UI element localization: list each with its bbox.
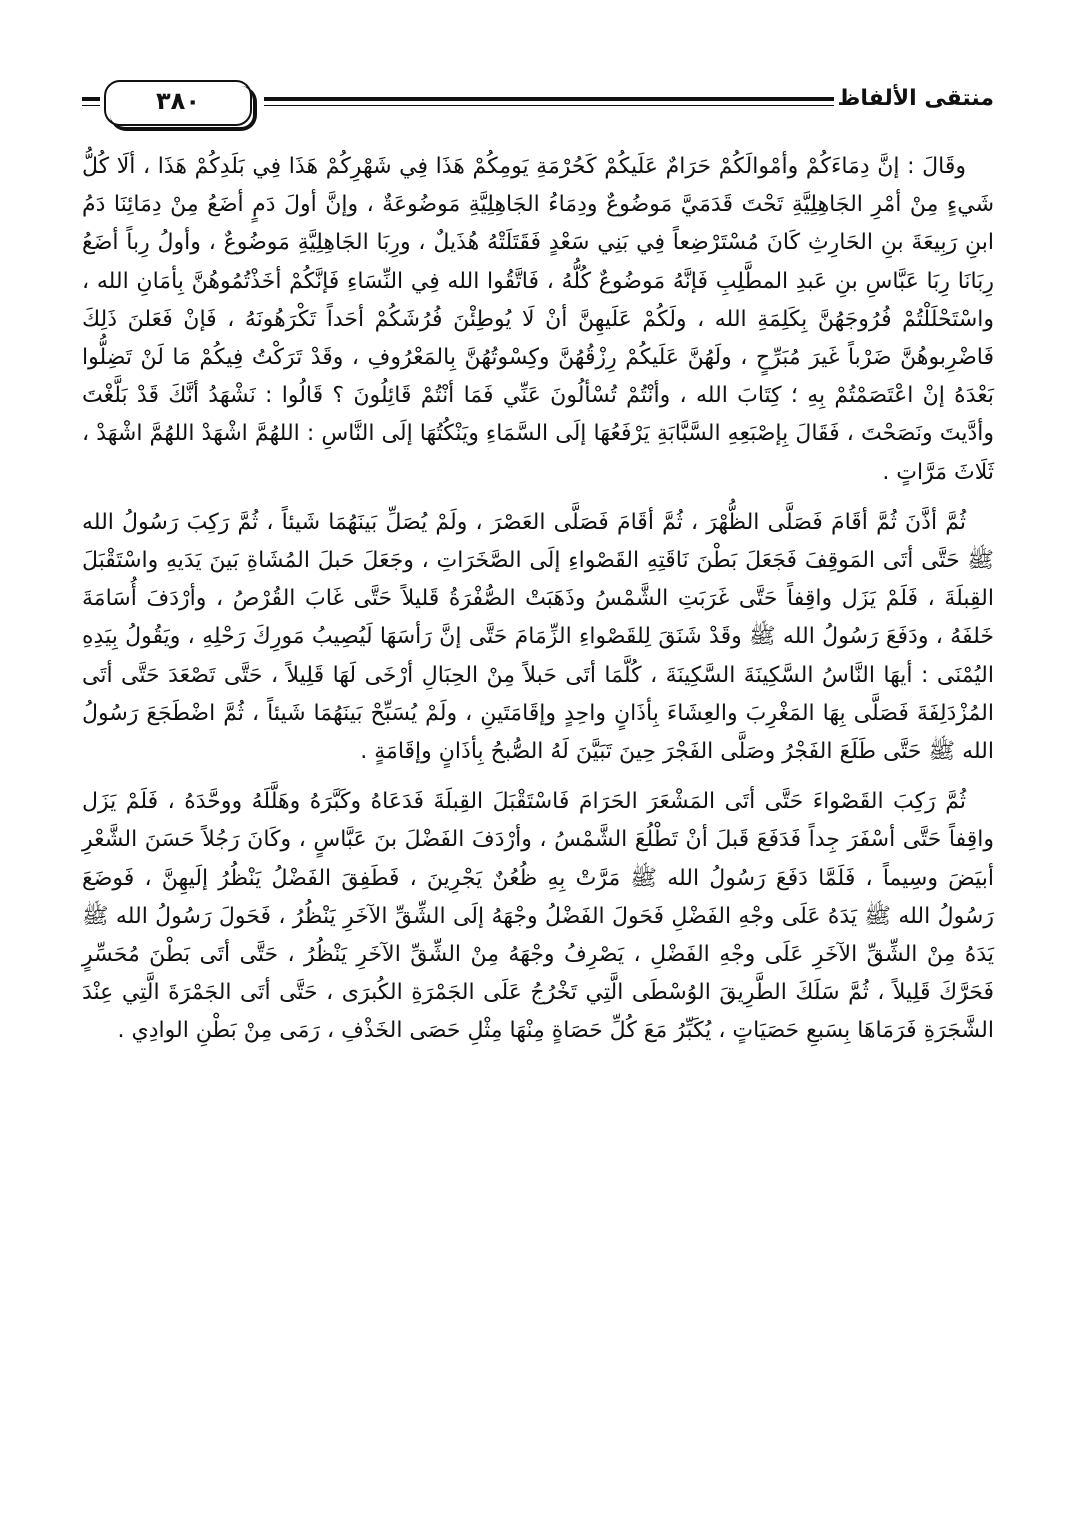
page-header [82,80,994,130]
page-number-frame [104,80,252,126]
book-title: منتقى الألفاظ [837,86,994,111]
paragraph-1: وقَالَ : إنَّ دِمَاءَكُمْ وأمْوالَكُمْ حَرَامٌ عَلَيكُمْ كَحُرْمَةِ يَومِكُمْ هَذَا فِي شَهْرِكُمْ هَذَا فِي بَلَدِكُمْ هَذَا ، ألَا كُلُّ شَيءٍ مِنْ أمْرِ الجَاهِلِيَّةِ تَحْتَ قَدَمَيَّ مَوضُوعٌ ودِمَاءُ الجَاهِلِيَّةِ مَوضُوعَةٌ ، وإنَّ أولَ دَمٍ أضَعُ مِنْ دِمَائِنَا دَمُ ابنِ رَبِيعَةَ بنِ الحَارِثِ كَانَ مُسْتَرْضِعاً فِي بَنِي سَعْدٍ فَقَتَلَتْهُ هُذَيلٌ ، ورِبَا الجَاهِلِيَّةِ مَوضُوعٌ ، وأولُ رِباً أضَعُ رِبَانَا رِبَا عَبَّاسِ بنِ عَبدِ المطَّلِبِ فَإنَّهُ مَوضُوعٌ كُلُّهُ ، فَاتَّقُوا الله فِي النِّسَاءِ فَإنَّكُمْ أخَذْتُمُوهُنَّ بِأمَانِ الله ، واسْتَحْلَلْتُمْ فُرُوجَهُنَّ بِكَلِمَةِ الله ، ولَكُمْ عَلَيهِنَّ أنْ لَا يُوطِئْنَ فُرُشَكُمْ أحَداً تَكْرَهُونَهُ ، فَإنْ فَعَلنَ ذَلِكَ فَاضْرِبوهُنَّ ضَرْباً غَيرَ مُبَرِّحٍ ، ولَهُنَّ عَلَيكُمْ رِزْقُهُنَّ وكِسْوتُهُنَّ بِالمَعْرُوفِ ، وقَدْ تَرَكْتُ فِيكُمْ مَا لَنْ تَضِلُّوا بَعْدَهُ إنْ اعْتَصَمْتُمْ بِهِ ؛ كِتَابَ الله ، وأنْتُمْ تُسْألُونَ عَنِّي فَمَا أنْتُمْ قَائِلُونَ ؟ قَالُوا : نَشْهَدُ أنَّكَ قَدْ بَلَّغْتَ وأدَّيتَ ونَصَحْتَ ، فَقَالَ بِإصْبَعِهِ السَّبَّابَةِ يَرْفَعُهَا إلَى السَّمَاءِ ويَنْكُتُهَا إلَى النَّاسِ : اللهُمَّ اشْهَدْ اللهُمَّ اشْهَدْ ، ثَلَاثَ مَرَّاتٍ . [82,154,994,485]
page-body [82,148,994,1063]
header-rule [264,97,834,106]
paragraph-3: ثُمَّ رَكِبَ القَصْواءَ حَتَّى أتَى المَشْعَرَ الحَرَامَ فَاسْتَقْبَلَ القِبلَةَ فَدَعَاهُ وكَبَّرَهُ وهَلَّلَهُ ووحَّدَهُ ، فَلَمْ يَزَل واقِفاً حَتَّى أسْفَرَ جِداً فَدَفَعَ قَبلَ أنْ تَطْلُعَ الشَّمْسُ ، وأرْدَفَ الفَضْلَ بنَ عَبَّاسٍ ، وكَانَ رَجُلاً حَسَنَ الشَّعْرِ أبيَضَ وسِيماً ، فَلَمَّا دَفَعَ رَسُولُ الله ﷺ مَرَّتْ بِهِ ظُعُنٌ يَجْرِينَ ، فَطَفِقَ الفَضْلُ يَنْظُرُ إلَيهِنَّ ، فَوضَعَ رَسُولُ الله ﷺ يَدَهُ عَلَى وجْهِ الفَضْلِ فَحَولَ الفَضْلُ وجْهَهُ إلَى الشِّقِّ الآخَرِ يَنْظُرُ ، فَحَولَ رَسُولُ الله ﷺ يَدَهُ مِنْ الشِّقِّ الآخَرِ عَلَى وجْهِ الفَضْلِ ، يَصْرِفُ وجْهَهُ مِنْ الشِّقِّ الآخَرِ يَنْظُرُ ، حَتَّى أتَى بَطْنَ مُحَسِّرٍ فَحَرَّكَ قَلِيلاً ، ثُمَّ سَلَكَ الطَّرِيقَ الوُسْطَى الَّتِي تَخْرُجُ عَلَى الجَمْرَةِ الكُبرَى ، حَتَّى أتَى الجَمْرَةَ الَّتِي عِنْدَ الشَّجَرَةِ فَرَمَاهَا بِسَبعِ حَصَيَاتٍ ، يُكَبِّرُ مَعَ كُلِّ حَصَاةٍ مِنْهَا مِثْلِ حَصَى الخَذْفِ ، رَمَى مِنْ بَطْنِ الوادِي . [82,789,994,1044]
header-rule-end [82,97,100,106]
paragraph-2: ثُمَّ أذَّنَ ثُمَّ أقَامَ فَصَلَّى الظُّهْرَ ، ثُمَّ أقَامَ فَصَلَّى العَصْرَ ، ولَمْ يُصَلِّ بَينَهُمَا شَيئاً ، ثُمَّ رَكِبَ رَسُولُ الله ﷺ حَتَّى أتَى المَوقِفَ فَجَعَلَ بَطْنَ نَاقَتِهِ القَصْواءِ إلَى الصَّخَرَاتِ ، وجَعَلَ حَبلَ المُشَاةِ بَينَ يَدَيهِ واسْتَقْبَلَ القِبلَةَ ، فَلَمْ يَزَل واقِفاً حَتَّى غَرَبَتِ الشَّمْسُ وذَهَبَتْ الصُّفْرَةُ قَليلاً حَتَّى غَابَ القُرْصُ ، وأرْدَفَ أُسَامَةَ خَلفَهُ ، ودَفَعَ رَسُولُ الله ﷺ وقَدْ شَنَقَ لِلقَصْواءِ الزِّمَامَ حَتَّى إنَّ رَأسَهَا لَيُصِيبُ مَورِكَ رَحْلِهِ ، ويَقُولُ بِيَدِهِ اليُمْنَى : أيهَا النَّاسُ السَّكِينَةَ السَّكِينَةَ ، كُلَّمَا أتَى حَبلاً مِنْ الحِبَالِ أرْخَى لَهَا قَلِيلاً ، حَتَّى تَصْعَدَ حَتَّى أتَى المُزْدَلِفَةَ فَصَلَّى بِهَا المَغْرِبَ والعِشَاءَ بِأذَانٍ واحِدٍ وإقَامَتَينِ ، ولَمْ يُسَبِّحْ بَينَهُمَا شَيئاً ، ثُمَّ اضْطَجَعَ رَسُولُ الله ﷺ حَتَّى طَلَعَ الفَجْرُ وصَلَّى الفَجْرَ حِينَ تَبَيَّنَ لَهُ الصُّبحُ بِأذَانٍ وإقَامَةٍ . [82,509,994,765]
page-number: ٣٨٠ [156,87,200,115]
